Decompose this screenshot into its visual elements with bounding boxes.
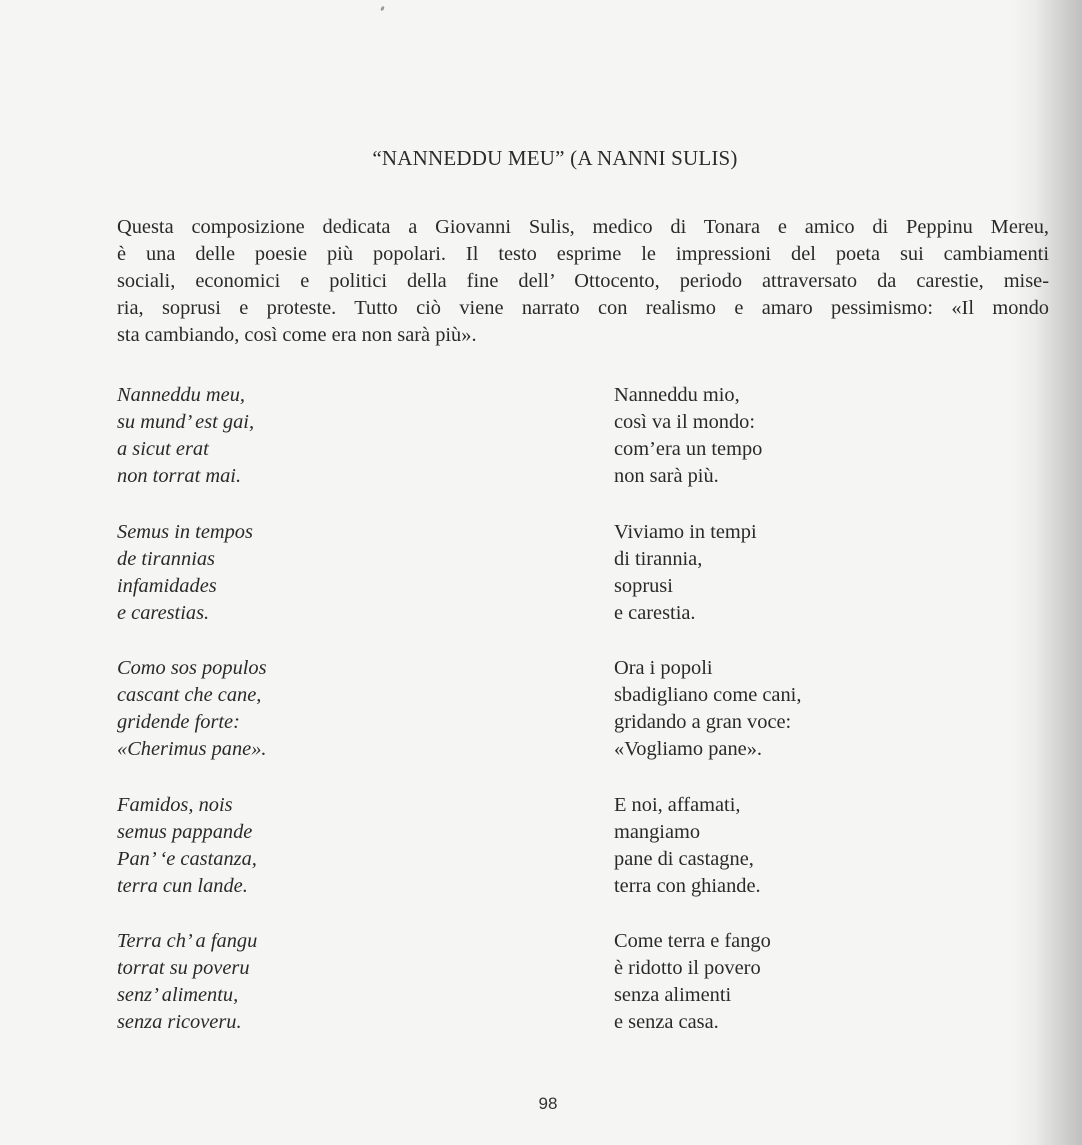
intro-paragraph bbox=[117, 214, 1049, 349]
verse: sbadigliano come cani, bbox=[614, 684, 802, 706]
verse: «Vogliamo pane». bbox=[614, 738, 763, 760]
verse: e carestias. bbox=[117, 601, 210, 624]
verse: «Cherimus pane». bbox=[117, 738, 267, 760]
intro-line: ria, soprusi e proteste. Tutto ciò viene narrato con realismo e amaro pessimismo: «Il mondo bbox=[117, 297, 1049, 319]
verse: com’era un tempo bbox=[614, 438, 763, 460]
verse: Semus in tempos bbox=[117, 520, 253, 543]
intro-line: Questa composizione dedicata a Giovanni Sulis, medico di Tonara e amico di Peppinu Mereu, bbox=[117, 216, 1049, 238]
verse: Ora i popoli bbox=[614, 657, 713, 679]
verse: Como sos populos bbox=[117, 657, 267, 679]
verse: su mund’ est gai, bbox=[117, 411, 255, 433]
page-title bbox=[0, 146, 1082, 171]
poem-sardinian-column bbox=[117, 382, 267, 1065]
verse: Nanneddu meu, bbox=[117, 384, 245, 406]
verse: gridende forte: bbox=[117, 711, 240, 733]
verse: soprusi bbox=[614, 574, 673, 597]
verse: a sicut erat bbox=[117, 438, 209, 460]
verse: E noi, affamati, bbox=[614, 793, 741, 816]
verse: e carestia. bbox=[614, 601, 696, 624]
verse: torrat su poveru bbox=[117, 957, 250, 979]
page-title-text: “NANNEDDU MEU” (A NANNI SULIS) bbox=[372, 146, 738, 170]
verse: cascant che cane, bbox=[117, 684, 262, 706]
verse: terra cun lande. bbox=[117, 874, 248, 897]
verse: Nanneddu mio, bbox=[614, 384, 740, 406]
verse: pane di castagne, bbox=[614, 847, 754, 870]
stanza-italian-1 bbox=[614, 382, 801, 519]
verse: de tirannias bbox=[117, 547, 215, 570]
page-number: 98 bbox=[538, 1094, 558, 1113]
poem-italian-column bbox=[614, 382, 801, 1065]
verse: così va il mondo: bbox=[614, 411, 756, 433]
verse: non sarà più. bbox=[614, 465, 719, 487]
stanza-sardinian-3 bbox=[117, 655, 267, 792]
verse: Come terra e fango bbox=[614, 930, 771, 952]
verse: terra con ghiande. bbox=[614, 874, 761, 897]
verse: non torrat mai. bbox=[117, 465, 242, 487]
verse: senza ricoveru. bbox=[117, 1011, 242, 1033]
intro-line: sociali, economici e politici della fine dell’ Ottocento, periodo attraversato da carestie, mise- bbox=[117, 270, 1049, 292]
verse: gridando a gran voce: bbox=[614, 711, 792, 733]
verse: mangiamo bbox=[614, 820, 701, 843]
verse: infamidades bbox=[117, 574, 217, 597]
verse: senza alimenti bbox=[614, 984, 732, 1006]
stanza-sardinian-5 bbox=[117, 928, 267, 1065]
verse: e senza casa. bbox=[614, 1011, 719, 1033]
intro-line: sta cambiando, così come era non sarà più». bbox=[117, 324, 477, 346]
paper-speck bbox=[380, 6, 385, 12]
verse: Terra ch’ a fangu bbox=[117, 930, 258, 952]
stanza-sardinian-1 bbox=[117, 382, 267, 519]
intro-line: è una delle poesie più popolari. Il testo esprime le impressioni del poeta sui cambiamenti bbox=[117, 243, 1049, 265]
show-through-top bbox=[112, 96, 117, 123]
verse: Pan’ ‘e castanza, bbox=[117, 847, 257, 870]
verse: senz’ alimentu, bbox=[117, 984, 239, 1006]
stanza-sardinian-4 bbox=[117, 792, 267, 929]
verse: semus pappande bbox=[117, 820, 253, 843]
stanza-italian-2 bbox=[614, 519, 801, 656]
verse: di tirannia, bbox=[614, 547, 703, 570]
verse: è ridotto il povero bbox=[614, 957, 761, 979]
stanza-italian-5 bbox=[614, 928, 801, 1065]
stanza-italian-3 bbox=[614, 655, 801, 792]
verse: Viviamo in tempi bbox=[614, 520, 757, 543]
verse: Famidos, nois bbox=[117, 793, 233, 816]
stanza-sardinian-2 bbox=[117, 519, 267, 656]
stanza-italian-4 bbox=[614, 792, 801, 929]
